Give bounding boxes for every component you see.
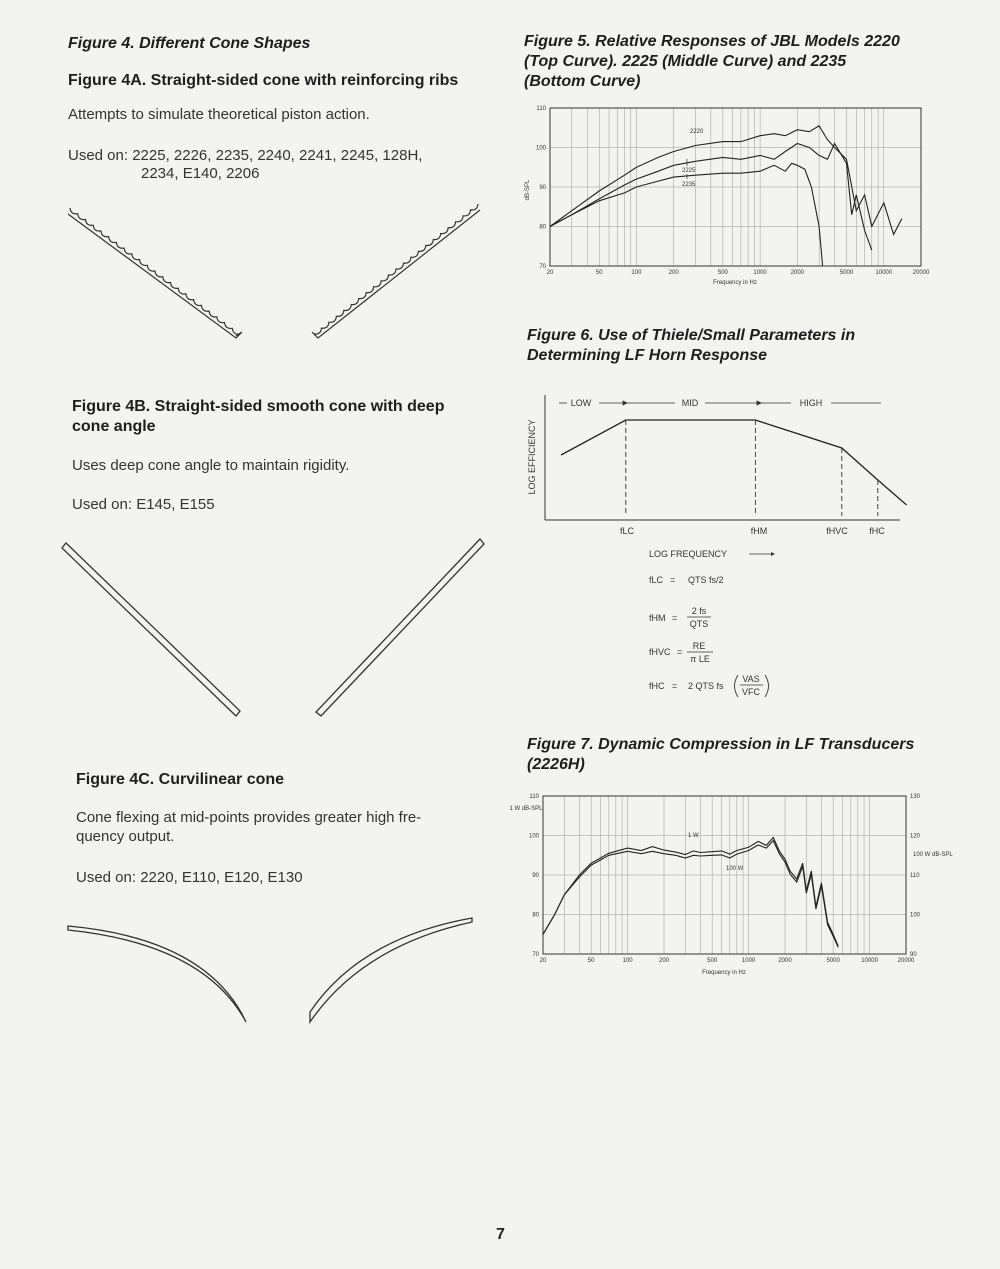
fig5-title-line2: (Top Curve). 2225 (Middle Curve) and 2235 (524, 53, 847, 70)
curvilinear-cone-illustration (60, 910, 500, 1030)
fig6-y-label: LOG EFFICIENCY (527, 419, 537, 495)
x-tick-label: 5000 (839, 270, 854, 276)
fig7-grid (543, 796, 906, 954)
fig6-horn-response-diagram (515, 385, 935, 705)
x-tick-label: 200 (668, 270, 679, 276)
y-tick-label: 70 (539, 264, 546, 270)
x-tick-label: 20000 (897, 958, 915, 964)
eq-fhvc-num: RE (692, 641, 706, 651)
fig4c-used: Used on: 2220, E110, E120, E130 (76, 869, 303, 886)
x-tick-label: 20 (546, 270, 554, 276)
curvilinear-cone-right-wall (310, 918, 472, 1022)
x-tick-label: 5000 (826, 958, 840, 964)
fig7-y-ticks (529, 794, 540, 958)
fig4b-desc: Uses deep cone angle to maintain rigidity. (72, 457, 350, 474)
fig7-annotation-1w: 1 W (688, 833, 699, 839)
ribbed-cone-right-wall (314, 204, 480, 338)
smooth-cone-right-wall (316, 539, 484, 716)
eq-fhc-num: VAS (742, 674, 760, 684)
x-tick-label: 100 (631, 270, 642, 276)
series-line-100-w (543, 841, 838, 948)
eq-fhvc-lhs: fHVC (649, 647, 671, 657)
fig7-title-line2: (2226H) (527, 756, 585, 773)
smooth-cone-illustration (60, 535, 500, 720)
y-tick-label: 110 (529, 794, 539, 800)
fig5-title-line1: Figure 5. Relative Responses of JBL Models 2220 (524, 33, 900, 50)
y-tick-label-right: 120 (910, 833, 921, 840)
y-tick-label: 100 (528, 833, 539, 840)
fig5-y-label: dB-SPL (525, 179, 531, 201)
eq-flc-op: = (670, 575, 676, 585)
fig4a-used-line1: Used on: 2225, 2226, 2235, 2240, 2241, 2245, 128H, (68, 147, 423, 164)
fig6-title-line2: Determining LF Horn Response (527, 347, 768, 364)
y-tick-label: 100 (535, 145, 546, 152)
y-tick-label-right: 130 (910, 794, 921, 800)
eq-flc-rhs: QTS fs/2 (688, 575, 724, 585)
eq-fhc-op: = (672, 681, 678, 691)
fig5-annotation-2225: 2225 (682, 168, 696, 174)
y-tick-label: 70 (532, 952, 539, 958)
x-tick-label: 50 (587, 958, 595, 964)
y-tick-label: 110 (536, 106, 546, 112)
fig7-x-ticks (540, 958, 915, 964)
fig7-title-line1: Figure 7. Dynamic Compression in LF Transducers (527, 736, 915, 753)
fig7-x-label: Frequency in Hz (702, 970, 746, 976)
fig5-annotation-2220: 2220 (690, 129, 704, 135)
fig7-annotation-100w: 100 W (726, 866, 744, 872)
y-tick-label: 80 (539, 224, 546, 231)
y-tick-label-right: 110 (910, 873, 920, 879)
x-tick-label: 2000 (790, 270, 805, 276)
fig4a-desc: Attempts to simulate theoretical piston action. (68, 106, 370, 123)
series-line-2235 (550, 163, 823, 266)
ribbed-cone-illustration (60, 190, 500, 350)
fig4b-title-line1: Figure 4B. Straight-sided smooth cone with deep (72, 398, 445, 415)
eq-fhc-lhs: fHC (649, 681, 665, 691)
x-tick-label: 10000 (861, 958, 878, 964)
eq-fhc-pre: 2 QTS fs (688, 681, 724, 691)
x-tick-label: 2000 (778, 958, 792, 964)
x-tick-label: 10000 (875, 270, 893, 276)
fig4a-used-line2: 2234, E140, 2206 (141, 165, 260, 182)
eq-fhm-lhs: fHM (649, 613, 666, 623)
eq-flc-lhs: fLC (649, 575, 664, 585)
fig6-title-line1: Figure 6. Use of Thiele/Small Parameters in (527, 327, 856, 344)
fig6-tick-fhvc: fHVC (826, 526, 848, 536)
x-tick-label: 500 (707, 958, 718, 964)
fig4c-title: Figure 4C. Curvilinear cone (76, 771, 285, 788)
fig4-title: Figure 4. Different Cone Shapes (68, 35, 311, 52)
y-tick-label-right: 100 (910, 912, 921, 919)
smooth-cone-left-wall (62, 543, 240, 716)
fig4a-title: Figure 4A. Straight-sided cone with reinforcing ribs (68, 72, 459, 89)
fig5-y-ticks (536, 106, 547, 270)
y-tick-label: 90 (539, 185, 546, 191)
x-tick-label: 50 (595, 270, 603, 276)
curvilinear-cone-left-wall (68, 926, 246, 1022)
series-line-2220 (550, 126, 902, 235)
fig6-tick-fhc: fHC (869, 526, 885, 536)
fig7-y-label-right: 100 W dB-SPL (913, 852, 953, 858)
fig7-y-label: 1 W dB-SPL (509, 806, 543, 812)
fig6-region-high: HIGH (799, 398, 823, 408)
fig6-x-label: LOG FREQUENCY (649, 549, 728, 559)
fig6-tick-flc: fLC (619, 526, 635, 536)
x-tick-label: 1000 (753, 270, 767, 276)
page-number: 7 (496, 1226, 505, 1243)
fig5-x-ticks (547, 270, 930, 276)
x-tick-label: 1000 (741, 958, 756, 964)
x-tick-label: 20 (539, 958, 547, 964)
x-tick-label: 100 (622, 958, 633, 964)
eq-fhm-op: = (672, 613, 678, 623)
fig5-response-chart (515, 100, 935, 295)
eq-fhvc-op: = (677, 647, 683, 657)
eq-fhvc-den: π LE (690, 654, 710, 664)
fig4b-title-line2: cone angle (72, 418, 156, 435)
fig7-y-ticks-right (910, 794, 921, 958)
x-tick-label: 20000 (912, 270, 930, 276)
fig5-title-line3: (Bottom Curve) (524, 73, 641, 90)
series-line-1-w (543, 838, 838, 947)
eq-fhc-den: VFC (742, 687, 760, 697)
y-tick-label-right: 90 (910, 952, 917, 958)
fig5-x-label: Frequency in Hz (713, 280, 757, 286)
fig5-annotation-2235: 2235 (682, 182, 696, 188)
x-tick-label: 500 (717, 270, 728, 276)
fig4c-desc-line1: Cone flexing at mid-points provides greater high fre- (76, 809, 422, 826)
y-tick-label: 80 (532, 912, 539, 919)
fig6-region-mid: MID (681, 398, 699, 408)
x-tick-label: 200 (658, 958, 670, 964)
eq-fhm-den: QTS (689, 619, 709, 629)
fig6-region-low: LOW (570, 398, 592, 408)
y-tick-label: 90 (532, 873, 539, 879)
fig6-efficiency-curve (561, 420, 907, 505)
ribbed-cone-left-wall (68, 208, 240, 338)
fig7-compression-chart (508, 788, 953, 983)
fig6-tick-fhm: fHM (750, 526, 768, 536)
eq-fhm-num: 2 fs (691, 606, 707, 616)
fig4c-desc-line2: quency output. (76, 828, 175, 845)
fig4b-used: Used on: E145, E155 (72, 496, 215, 513)
